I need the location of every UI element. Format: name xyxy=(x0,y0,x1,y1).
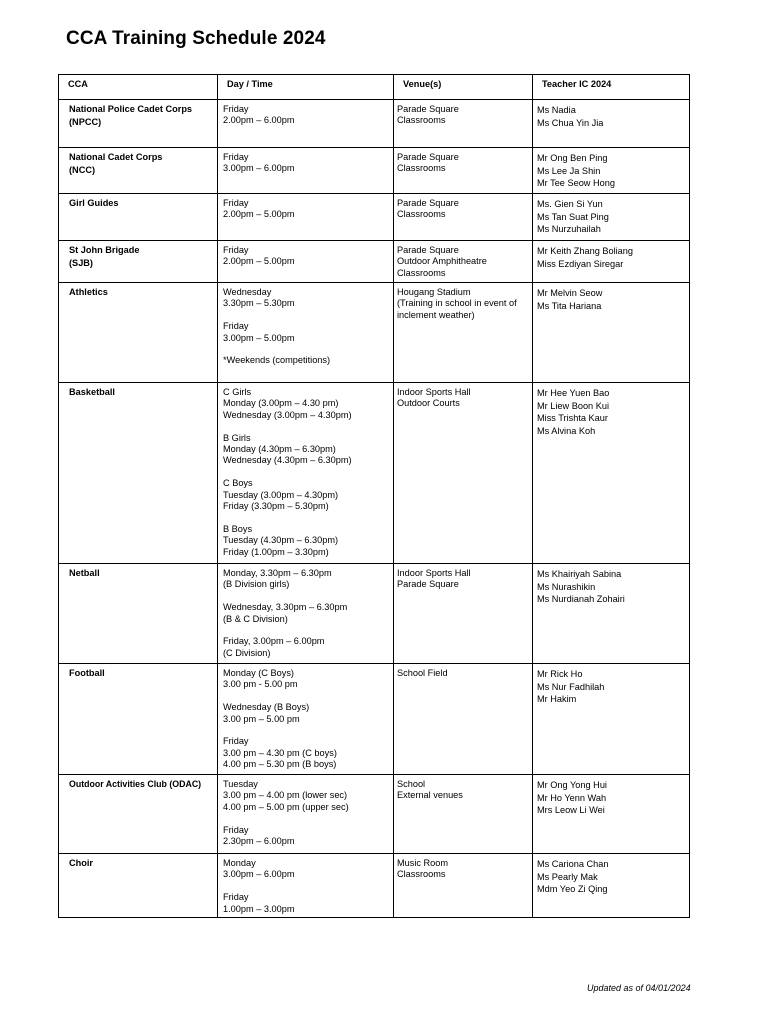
schedule-table xyxy=(58,74,690,918)
venue: Indoor Sports Hall Outdoor Courts xyxy=(397,387,471,409)
table-row xyxy=(59,854,690,918)
day-time: Monday 3.00pm – 6.00pm Friday 1.00pm – 3.00pm xyxy=(223,858,295,914)
table-row xyxy=(59,100,690,148)
venue: Hougang Stadium (Training in school in event of inclement weather) xyxy=(397,287,517,320)
day-time: Wednesday 3.30pm – 5.30pm Friday 3.00pm – 5.00pm *Weekends (competitions) xyxy=(223,287,331,366)
table-row xyxy=(59,564,690,664)
day-time: Friday 3.00pm – 6.00pm xyxy=(223,152,295,174)
teacher-ic: Mr Melvin Seow Ms Tita Hariana xyxy=(537,288,603,311)
day-time: C Girls Monday (3.00pm – 4.30 pm) Wednesday (3.00pm – 4.30pm) B Girls Monday (4.30pm – 6.30pm) Wednesday (4.30pm – 6.30pm) C Boys Tuesday (3.00pm – 4.30pm) Friday (3.30pm – 5.30pm) B Boys Tuesday (4.30pm – 6.30pm) Friday (1.00pm – 3.30pm) xyxy=(223,387,352,557)
header-teacher: Teacher IC 2024 xyxy=(533,75,690,100)
teacher-ic: Mr Hee Yuen Bao Mr Liew Boon Kui Miss Trishta Kaur Ms Alvina Koh xyxy=(537,388,610,436)
cca-name: Girl Guides xyxy=(69,198,119,208)
header-cca: CCA xyxy=(59,75,218,100)
table-row xyxy=(59,194,690,241)
venue: Music Room Classrooms xyxy=(397,858,449,880)
table-row xyxy=(59,241,690,283)
venue: Indoor Sports Hall Parade Square xyxy=(397,568,471,590)
cca-name: St John Brigade (SJB) xyxy=(69,245,140,268)
venue: School External venues xyxy=(397,779,463,801)
day-time: Monday (C Boys) 3.00 pm - 5.00 pm Wednesday (B Boys) 3.00 pm – 5.00 pm Friday 3.00 pm – 4.30 pm (C boys) 4.00 pm – 5.30 pm (B boys) xyxy=(223,668,337,770)
table-row xyxy=(59,283,690,383)
cca-name: Choir xyxy=(69,858,93,868)
teacher-ic: Ms. Gien Si Yun Ms Tan Suat Ping Ms Nurzuhailah xyxy=(537,199,609,235)
teacher-ic: Mr Ong Ben Ping Ms Lee Ja Shin Mr Tee Seow Hong xyxy=(537,153,615,189)
teacher-ic: Ms Nadia Ms Chua Yin Jia xyxy=(537,105,604,128)
cca-name: Outdoor Activities Club (ODAC) xyxy=(69,779,202,789)
cca-name: Football xyxy=(69,668,105,678)
cca-name: National Cadet Corps (NCC) xyxy=(69,152,163,175)
teacher-ic: Mr Ong Yong Hui Mr Ho Yenn Wah Mrs Leow Li Wei xyxy=(537,780,607,816)
venue: Parade Square Outdoor Amphitheatre Classrooms xyxy=(397,245,487,278)
table-row xyxy=(59,775,690,854)
table-row xyxy=(59,383,690,564)
header-day-time: Day / Time xyxy=(218,75,394,100)
cca-name: Netball xyxy=(69,568,100,578)
venue: School Field xyxy=(397,668,448,678)
table-row xyxy=(59,148,690,194)
venue: Parade Square Classrooms xyxy=(397,152,459,174)
teacher-ic: Ms Cariona Chan Ms Pearly Mak Mdm Yeo Zi Qing xyxy=(537,859,609,895)
day-time: Friday 2.00pm – 6.00pm xyxy=(223,104,295,126)
teacher-ic: Ms Khairiyah Sabina Ms Nurashikin Ms Nurdianah Zohairi xyxy=(537,569,625,605)
day-time: Friday 2.00pm – 5.00pm xyxy=(223,198,295,220)
teacher-ic: Mr Keith Zhang Boliang Miss Ezdiyan Siregar xyxy=(537,246,634,269)
table-row xyxy=(59,664,690,775)
updated-date: Updated as of 04/01/2024 xyxy=(587,983,691,993)
header-venues: Venue(s) xyxy=(394,75,533,100)
day-time: Monday, 3.30pm – 6.30pm (B Division girls) Wednesday, 3.30pm – 6.30pm (B & C Division) Friday, 3.00pm – 6.00pm (C Division) xyxy=(223,568,348,658)
cca-name: Athletics xyxy=(69,287,108,297)
venue: Parade Square Classrooms xyxy=(397,104,459,126)
teacher-ic: Mr Rick Ho Ms Nur Fadhilah Mr Hakim xyxy=(537,669,605,705)
day-time: Tuesday 3.00 pm – 4.00 pm (lower sec) 4.00 pm – 5.00 pm (upper sec) Friday 2.30pm – 6.00pm xyxy=(223,779,349,847)
cca-name: National Police Cadet Corps (NPCC) xyxy=(69,104,193,127)
table-header-row xyxy=(59,75,690,100)
venue: Parade Square Classrooms xyxy=(397,198,459,220)
cca-name: Basketball xyxy=(69,387,115,397)
page-title: CCA Training Schedule 2024 xyxy=(66,28,326,49)
day-time: Friday 2.00pm – 5.00pm xyxy=(223,245,295,267)
